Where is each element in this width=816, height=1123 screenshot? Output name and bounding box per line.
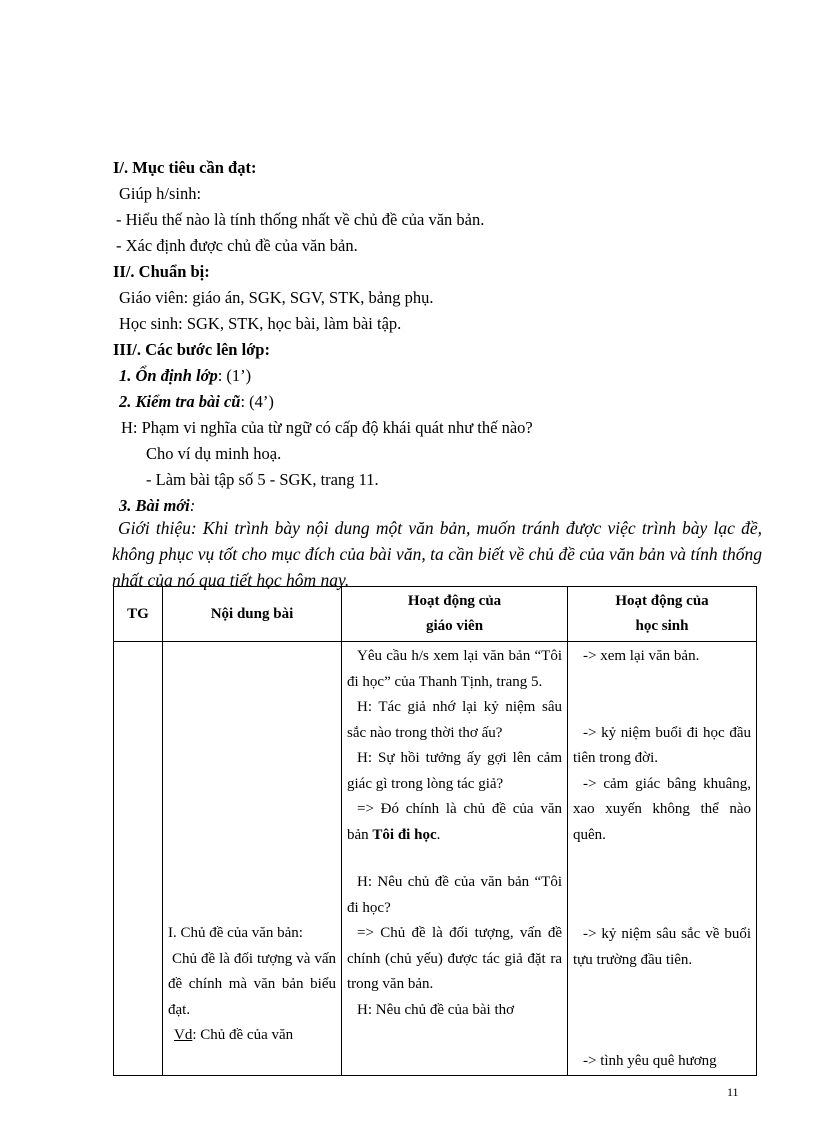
review-question: H: Phạm vi nghĩa của từ ngữ có cấp độ khái quát như thế nào? (121, 418, 533, 437)
teacher-p4 (347, 797, 562, 848)
student-p5: -> tình yêu quê hương (583, 1053, 717, 1069)
steps-heading: III/. Các bước lên lớp: (113, 340, 270, 359)
student-cell (568, 642, 757, 1076)
student-p3: -> cảm giác bâng khuâng, xao xuyến không thể nào quên. (573, 775, 751, 843)
step-2 (119, 392, 274, 412)
teacher-p4-bold: Tôi đi học (372, 826, 437, 843)
step-3-colon: : (189, 496, 196, 515)
page-number: 11 (727, 1085, 739, 1099)
step-3 (119, 496, 195, 516)
header-teacher (342, 587, 568, 642)
teacher-p6: => Chủ đề là đối tượng, vấn đề chính (chủ yếu) được tác giả đặt ra trong văn bản. (347, 925, 562, 992)
objective-item: - Hiểu thế nào là tính thống nhất về chủ đề của văn bản. (116, 210, 485, 229)
header-student-line1: Hoạt động của (615, 593, 709, 609)
example-text: : Chủ đề của văn (192, 1027, 294, 1043)
student-p4: -> kỷ niệm sâu sắc về buổi tựu trường đầu tiên. (573, 926, 751, 968)
review-question-cont: Cho ví dụ minh hoạ. (146, 444, 282, 463)
content-cell (163, 642, 342, 1076)
header-student-line2: học sinh (635, 618, 689, 634)
review-exercise: - Làm bài tập số 5 - SGK, trang 11. (146, 470, 379, 489)
student-p1: -> xem lại văn bản. (583, 648, 700, 664)
lesson-intro: Giới thiệu: Khi trình bày nội dung một văn bản, muốn tránh được việc trình bày lạc đề, không phục vụ tốt cho mục đích của bài văn, ta cần biết về chủ đề của văn bản và tính thống nhất của nó qua tiết học hôm nay. (112, 518, 762, 590)
teacher-p1: Yêu cầu h/s xem lại văn bản “Tôi đi học” của Thanh Tịnh, trang 5. (347, 648, 562, 690)
teacher-p3: H: Sự hồi tưởng ấy gợi lên cảm giác gì trong lòng tác giả? (347, 750, 562, 792)
teacher-p2: H: Tác giả nhớ lại kỷ niệm sâu sắc nào trong thời thơ ấu? (347, 699, 562, 741)
step-1-label: 1. Ổn định lớp (119, 366, 218, 385)
header-tg: TG (114, 587, 163, 642)
teacher-p4-suffix: . (436, 826, 441, 843)
header-teacher-line1: Hoạt động của (407, 593, 502, 609)
header-teacher-line2: giáo viên (425, 618, 484, 634)
header-student (568, 587, 757, 642)
preparation-teacher: Giáo viên: giáo án, SGK, SGV, STK, bảng phụ. (119, 288, 434, 307)
objectives-heading: I/. Mục tiêu cần đạt: (113, 158, 257, 177)
objective-item: - Xác định được chủ đề của văn bản. (116, 236, 358, 255)
example (168, 1023, 336, 1049)
definition: Chủ đề là đối tượng và vấn đề chính mà văn bản biểu đạt. (168, 950, 336, 1018)
preparation-student: Học sinh: SGK, STK, học bài, làm bài tập. (119, 314, 402, 333)
objectives-intro: Giúp h/sinh: (119, 184, 202, 203)
step-1 (119, 366, 251, 386)
step-3-label: 3. Bài mới (119, 496, 190, 515)
table-header-row (114, 587, 757, 642)
section-title: I. Chủ đề của văn bản: (168, 925, 303, 941)
step-2-time: : (4’) (240, 392, 274, 411)
header-content: Nội dung bài (163, 587, 342, 642)
student-p2: -> kỷ niệm buổi đi học đầu tiên trong đời. (573, 724, 751, 766)
lesson-table (113, 586, 757, 1076)
table-row (114, 642, 757, 1076)
teacher-cell (342, 642, 568, 1076)
tg-cell (114, 642, 163, 1076)
step-1-time: : (1’) (217, 366, 252, 385)
teacher-p4-prefix: => Đó chính là chủ đề của văn bản (347, 801, 562, 843)
teacher-p5: H: Nêu chủ đề của văn bản “Tôi đi học? (347, 874, 562, 916)
preparation-heading: II/. Chuẩn bị: (113, 262, 210, 281)
teacher-p7: H: Nêu chủ đề của bài thơ (357, 1001, 515, 1018)
example-label: Vd (174, 1027, 193, 1043)
step-2-label: 2. Kiểm tra bài cũ (119, 392, 241, 411)
